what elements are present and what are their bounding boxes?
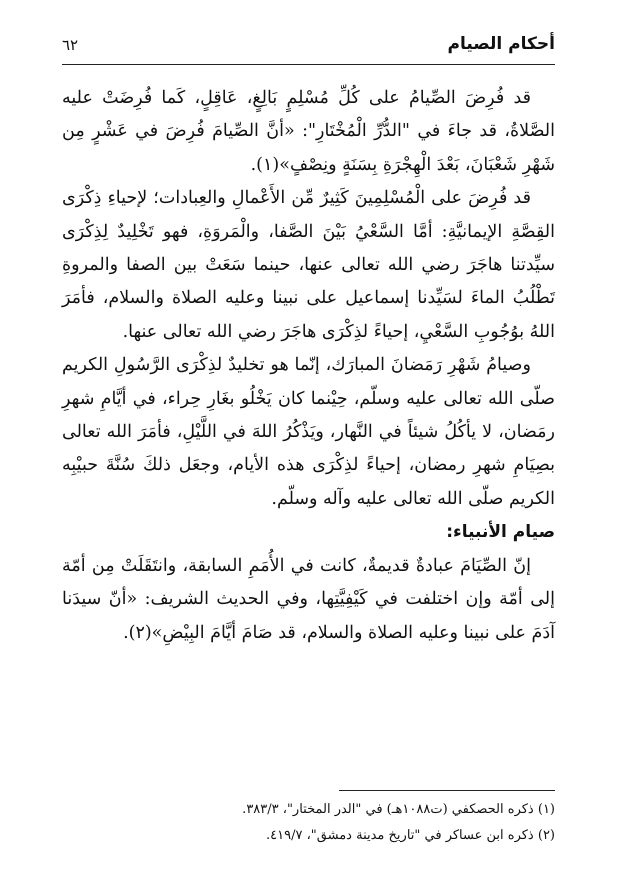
page-number: ٦٢ <box>62 36 79 54</box>
paragraph: قد فُرِضَ الصِّيامُ على كُلِّ مُسْلِمٍ بَالِغٍ، عَاقِلٍ، كَما فُرِضَتْ عليه الصَّلاةُ، قد جاءَ في "الدُّرِّ الْمُخْتَارِ": «أنَّ الصِّيامَ فُرِضَ في عَشْرٍ مِن شَهْرِ شَعْبَانَ، بَعْدَ الْهِجْرَةِ بِسَنَةٍ ونِصْفٍ»(١). <box>62 88 555 175</box>
paragraph: إنّ الصِّيَامَ عبادةٌ قديمةٌ، كانت في الأُمَمِ السابقة، وانتَقَلَتْ مِن أمّة إلى أمّة وإن اختلفت في كَيْفِيَّتِها، وفي الحديث الشريف: «أنّ سيدَنا آدَمَ على نبينا وعليه الصلاة والسلام، قد صَامَ أيَّامَ البِيْضِ»(٢). <box>62 555 555 643</box>
footnote: (١) ذكره الحصكفي (ت١٠٨٨هـ) في "الدر المختار"، ٣٨٣/٣. <box>242 802 555 817</box>
paragraph: قد فُرِضَ على الْمُسْلِمِينَ كَثِيرٌ مِّن الأَعْمالِ والعِبادات؛ لإحياءِ ذِكْرَى القِصَّةِ الإيمانيَّةِ: أمَّا السَّعْيُ بَيْنَ الصَّفا، والْمَروَةِ، فهو تَخْلِيدٌ لِذِكْرَى سيِّدتنا هاجَرَ رضي الله تعالى عنها، حينما سَعَتْ بين الصفا والمروةِ تَطْلُبُ الماءَ لسَيِّدنا إسماعيل على نبينا وعليه الصلاة والسلام، فأمَرَ اللهُ بوُجُوبِ السَّعْيِ، إحياءً لذِكْرَى هاجَرَ رضي الله تعالى عنها. <box>62 188 555 342</box>
paragraph: وصيامُ شَهْرِ رَمَضانَ المبارَك، إنّما هو تخليدٌ لذِكْرَى الرَّسُولِ الكريم صلّى الله تعالى عليه وسلّم، حِيْنما كان يَخْلُو بغَارِ حِراء، في أيَّامِ شهرِ رمَضان، لا يأكُلُ شيئاً في النَّهار، ويَذْكُرُ اللهَ في اللَّيْلِ، فأمَرَ الله تعالى بصِيَامِ شهرِ رمضان، إحياءً لذِكْرَى هذه الأيام، وجعَل ذلكَ سُنَّةَ حبيْبِه الكريم صلّى الله تعالى عليه وآله وسلّم. <box>62 355 555 509</box>
running-title: أحكام الصيام <box>447 34 555 54</box>
footnote: (٢) ذكره ابن عساكر في "تاريخ مدينة دمشق"، ٤١٩/٧. <box>266 828 555 843</box>
footnotes <box>62 797 555 849</box>
main-text <box>62 82 555 650</box>
section-heading: صيام الأنبياء: <box>446 522 555 543</box>
header-divider <box>62 64 555 65</box>
page-header <box>62 34 555 60</box>
footnote-divider <box>339 790 555 791</box>
